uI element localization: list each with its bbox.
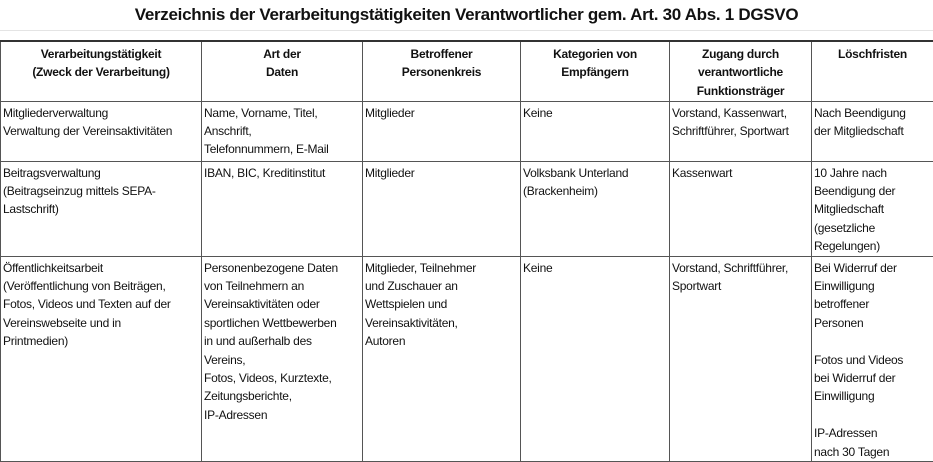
- table-header-row: [1, 41, 933, 101]
- document-title: Verzeichnis der Verarbeitungstätigkeiten Verantwortlicher gem. Art. 30 Abs. 1 DGSVO: [0, 0, 933, 30]
- cell: Kassenwart: [670, 161, 812, 256]
- header-recipients: Kategorien von Empfängern: [521, 41, 670, 101]
- cell: Volksbank Unterland (Brackenheim): [521, 161, 670, 256]
- cell: Bei Widerruf der Einwilligung betroffener Personen Fotos und Videos bei Widerruf der Einwilligung IP-Adressen nach 30 Tagen: [812, 256, 933, 461]
- cell: Name, Vorname, Titel, Anschrift, Telefonnummern, E-Mail: [202, 101, 363, 161]
- table-row: [1, 101, 933, 161]
- cell: Nach Beendigung der Mitgliedschaft: [812, 101, 933, 161]
- cell: Beitragsverwaltung (Beitragseinzug mittels SEPA- Lastschrift): [1, 161, 202, 256]
- cell: Personenbezogene Daten von Teilnehmern an Vereinsaktivitäten oder sportlichen Wettbewerben in und außerhalb des Vereins, Fotos, Videos, Kurztexte, Zeitungsberichte, IP-Adressen: [202, 256, 363, 461]
- cell: IBAN, BIC, Kreditinstitut: [202, 161, 363, 256]
- cell: Mitgliederverwaltung Verwaltung der Vereinsaktivitäten: [1, 101, 202, 161]
- cell: Mitglieder, Teilnehmer und Zuschauer an Wettspielen und Vereinsaktivitäten, Autoren: [363, 256, 521, 461]
- cell: Keine: [521, 256, 670, 461]
- header-deletion-periods: Löschfristen: [812, 41, 933, 101]
- table-row: [1, 256, 933, 461]
- header-data-type: Art der Daten: [202, 41, 363, 101]
- cell: 10 Jahre nach Beendigung der Mitgliedschaft (gesetzliche Regelungen): [812, 161, 933, 256]
- cell: Vorstand, Schriftführer, Sportwart: [670, 256, 812, 461]
- header-access: Zugang durch verantwortliche Funktionsträger: [670, 41, 812, 101]
- cell: Öffentlichkeitsarbeit (Veröffentlichung von Beiträgen, Fotos, Videos und Texten auf der Vereinswebseite und in Printmedien): [1, 256, 202, 461]
- processing-activities-table: [0, 40, 933, 462]
- cell: Keine: [521, 101, 670, 161]
- header-processing-activity: Verarbeitungstätigkeit (Zweck der Verarbeitung): [1, 41, 202, 101]
- cell: Mitglieder: [363, 101, 521, 161]
- cell: Vorstand, Kassenwart, Schriftführer, Sportwart: [670, 101, 812, 161]
- header-affected-persons: Betroffener Personenkreis: [363, 41, 521, 101]
- cell: Mitglieder: [363, 161, 521, 256]
- table-row: [1, 161, 933, 256]
